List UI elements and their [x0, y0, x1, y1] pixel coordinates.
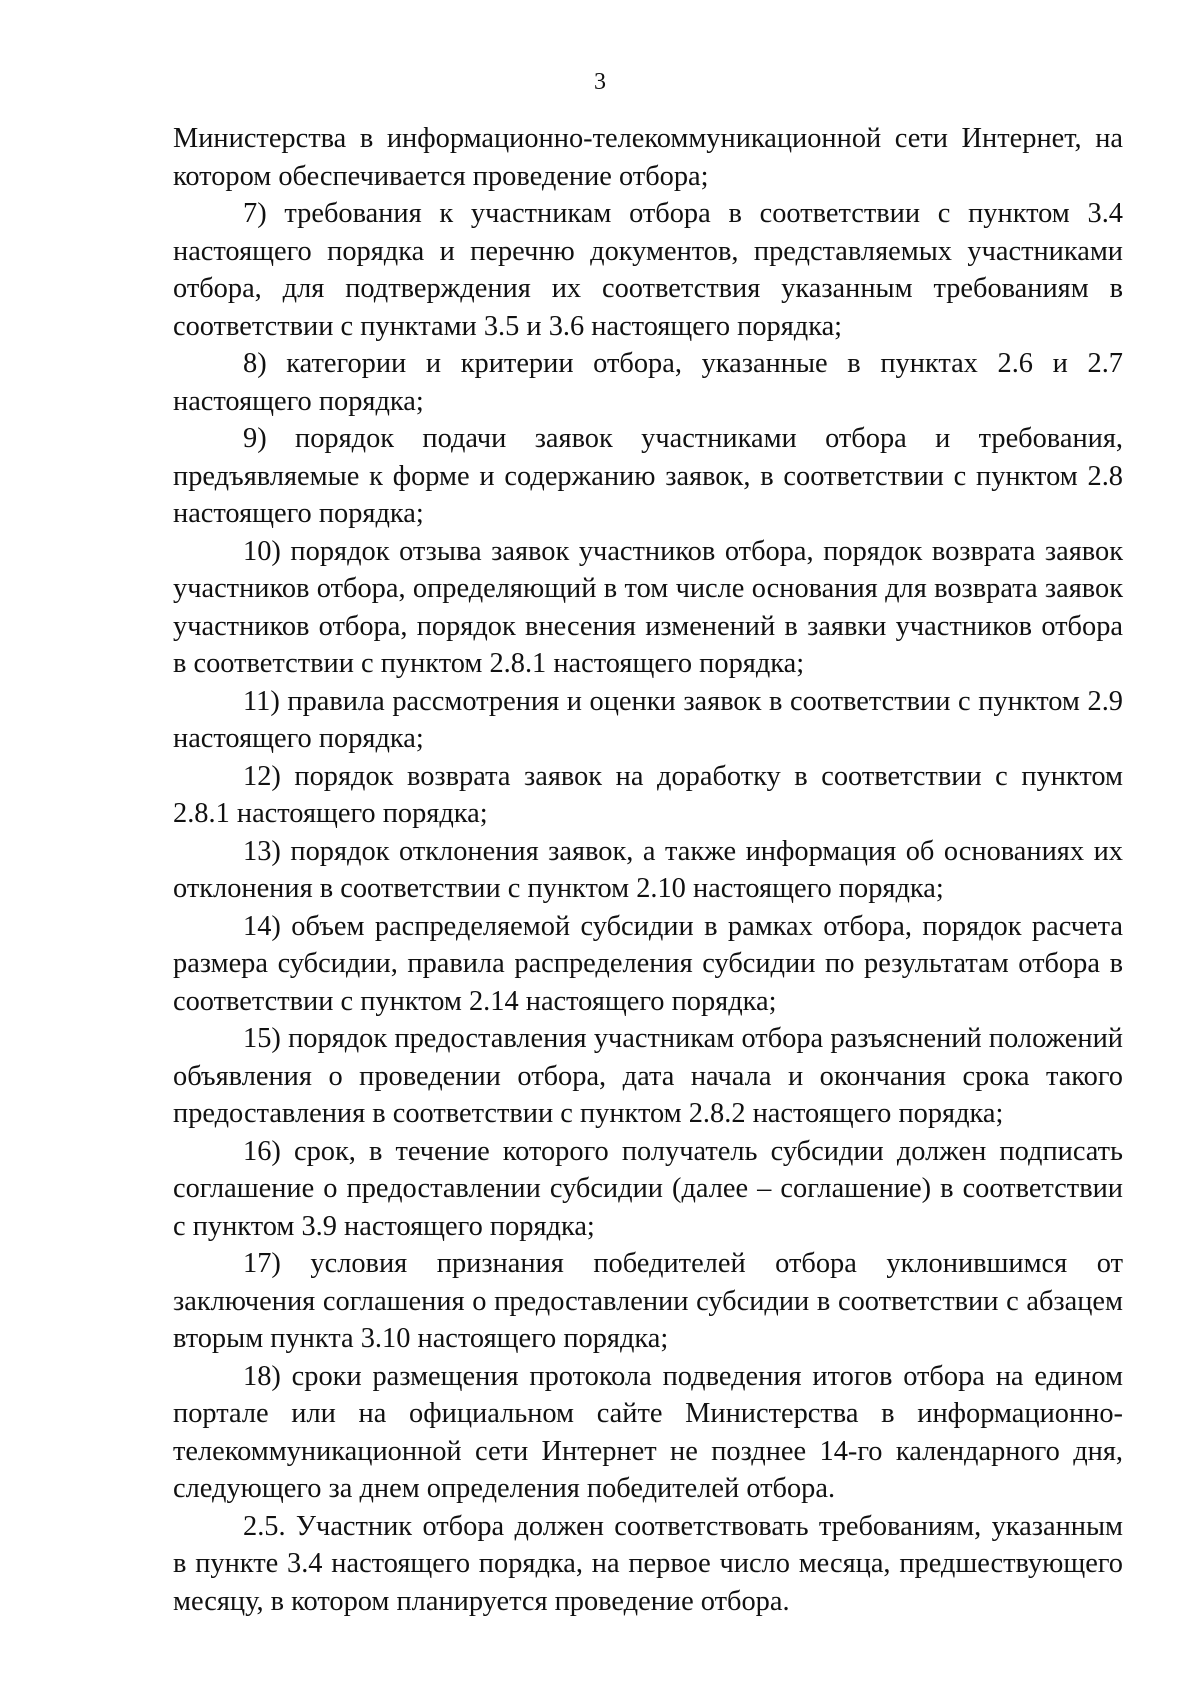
paragraph-item-17: 17) условия признания победителей отбора уклонившимся от заключения соглашения о предоставлении субсидии в соответствии с абзацем вторым пункта 3.10 настоящего порядка;	[173, 1248, 1123, 1354]
paragraph-section-2-5: 2.5. Участник отбора должен соответствовать требованиям, указанным в пункте 3.4 настоящего порядка, на первое число месяца, предшествующего месяцу, в котором планируется проведение отбора.	[173, 1510, 1123, 1617]
paragraph-item-9: 9) порядок подачи заявок участниками отбора и требования, предъявляемые к форме и содержанию заявок, в соответствии с пунктом 2.8 настоящего порядка;	[173, 423, 1123, 529]
page-number: 3	[594, 69, 606, 95]
paragraph-item-14: 14) объем распределяемой субсидии в рамках отбора, порядок расчета размера субсидии, правила распределения субсидии по результатам отбора в соответствии с пунктом 2.14 настоящего порядка;	[173, 910, 1123, 1017]
paragraph-item-18: 18) сроки размещения протокола подведения итогов отбора на едином портале или на официальном сайте Министерства в информационно-телекоммуникационной сети Интернет не позднее 14-го календарного дня, следующего за днем определения победителей отбора.	[173, 1360, 1123, 1504]
paragraph-item-13: 13) порядок отклонения заявок, а также информация об основаниях их отклонения в соответствии с пунктом 2.10 настоящего порядка;	[173, 835, 1123, 904]
paragraph-item-8: 8) категории и критерии отбора, указанные в пунктах 2.6 и 2.7 настоящего порядка;	[173, 348, 1123, 417]
paragraph-item-7: 7) требования к участникам отбора в соответствии с пунктом 3.4 настоящего порядка и перечню документов, представляемых участниками отбора, для подтверждения их соответствия указанным требованиям в соответствии с пунктами 3.5 и 3.6 настоящего порядка;	[173, 198, 1123, 342]
paragraph-item-10: 10) порядок отзыва заявок участников отбора, порядок возврата заявок участников отбора, определяющий в том числе основания для возврата заявок участников отбора, порядок внесения изменений в заявки участников отбора в соответствии с пунктом 2.8.1 настоящего порядка;	[173, 535, 1123, 679]
document-body	[173, 120, 1123, 1620]
paragraph-item-15: 15) порядок предоставления участникам отбора разъяснений положений объявления о проведении отбора, дата начала и окончания срока такого предоставления в соответствии с пунктом 2.8.2 настоящего порядка;	[173, 1023, 1123, 1129]
paragraph-item-11: 11) правила рассмотрения и оценки заявок в соответствии с пунктом 2.9 настоящего порядка;	[173, 685, 1123, 754]
paragraph-item-16: 16) срок, в течение которого получатель субсидии должен подписать соглашение о предоставлении субсидии (далее – соглашение) в соответствии с пунктом 3.9 настоящего порядка;	[173, 1135, 1123, 1242]
paragraph-continuation: Министерства в информационно-телекоммуникационной сети Интернет, на котором обеспечивается проведение отбора;	[173, 123, 1123, 192]
paragraph-item-12: 12) порядок возврата заявок на доработку в соответствии с пунктом 2.8.1 настоящего порядка;	[173, 760, 1123, 829]
